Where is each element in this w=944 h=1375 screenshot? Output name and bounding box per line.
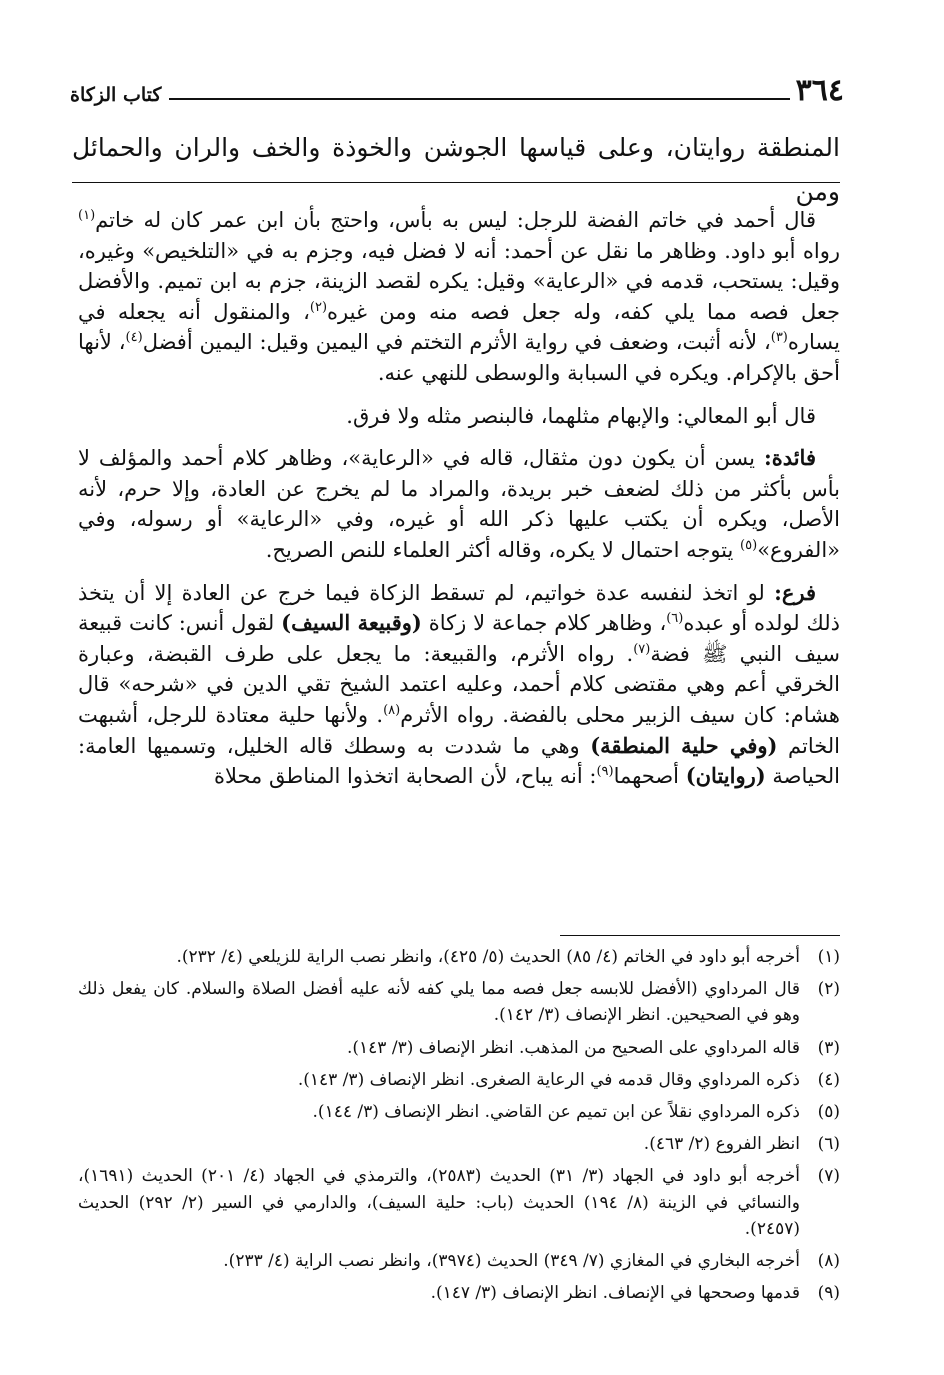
footnote-item	[78, 1099, 840, 1125]
text-run: ، لأنها أحق بالإكرام. ويكره في السبابة والوسطى للنهي عنه.	[78, 330, 840, 385]
text-run: . رواه الأثرم، والقبيعة: ما يجعل على طرف القبضة، وعبارة الخرقي أعم وهي مقتضى كلام أحمد، وعليه اعتمد الشيخ تقي الدين في «شرحه» قال هشام: كان سيف الزبير محلى بالفضة. رواه الأثرم	[78, 641, 841, 727]
footnote-ref[interactable]: (٣)	[770, 330, 788, 346]
footnote-item	[78, 1280, 840, 1306]
page-number: ٣٦٤	[795, 73, 844, 108]
text-run: . ولأنها حلية معتادة للرجل، أشبهت الخاتم	[78, 702, 841, 758]
commentary-body	[78, 205, 840, 804]
faida-label: فائدة:	[763, 445, 816, 471]
text-run: ، لأنه أثبت، وضعف في رواية الأثرم التختم في اليمين وقيل: اليمين أفضل	[142, 330, 771, 355]
text-run: ، وظاهر كلام جماعة لا زكاة	[421, 611, 667, 636]
text-run: رواه أبو داود. وظاهر ما نقل عن أحمد: أنه لا فضل فيه، وجزم به في «التلخيص» وغيره، وقيل: يستحب، قدمه في «الرعاية» وقيل: يكره لقصد الزينة، جزم به ابن تميم. والأفضل جعل فصه مما يلي كفه، وله جعل فصه منه ومن غيره	[78, 238, 840, 324]
footnote-item	[78, 1067, 840, 1093]
book-title: كتاب الزكاة	[70, 84, 162, 106]
bold-matn-quote: (وقبيعة السيف)	[281, 610, 422, 636]
text-run: قال أحمد في خاتم الفضة للرجل: ليس به بأس، واحتج بأن ابن عمر كان له خاتم	[95, 208, 816, 232]
footnote-number: (٥)	[817, 1102, 840, 1123]
paragraph-far	[78, 578, 840, 792]
paragraph-faida	[78, 443, 840, 565]
footnote-item	[78, 976, 840, 1028]
footnote-text: قدمها وصححها في الإنصاف. انظر الإنصاف (٣/ ١٤٧).	[430, 1283, 800, 1304]
text-run: : أنه يباح، لأن الصحابة اتخذوا المناطق محلاة	[213, 764, 597, 789]
footnote-ref[interactable]: (٨)	[383, 702, 401, 718]
bold-matn-quote: (وفي حلية المنطقة)	[590, 732, 778, 758]
footnote-text: ذكره المرداوي نقلاً عن ابن تميم عن القاضي. انظر الإنصاف (٣/ ١٤٤).	[312, 1102, 800, 1123]
footnote-ref[interactable]: (٢)	[309, 299, 328, 315]
paragraph-abu-maali: قال أبو المعالي: والإبهام مثلهما، فالبنصر مثله ولا فرق.	[346, 403, 816, 428]
text-run: لقول أنس: كانت قبيعة سيف النبي ﷺ فضة	[78, 611, 840, 666]
footnote-ref[interactable]: (٥)	[740, 537, 758, 553]
footnote-item	[78, 1035, 840, 1061]
footnote-number: (٧)	[817, 1166, 840, 1187]
footnotes-list	[78, 944, 840, 1312]
footnote-number: (٨)	[817, 1251, 840, 1272]
footnote-text: أخرجه البخاري في المغازي (٧/ ٣٤٩) الحديث (٣٩٧٤)، وانظر نصب الراية (٤/ ٢٣٣).	[223, 1251, 800, 1272]
text-run: وهي ما شددت به وسطك قاله الخليل، وتسميها العامة: الحياصة	[78, 733, 840, 789]
footnote-ref[interactable]: (٩)	[596, 764, 614, 780]
running-header	[70, 66, 844, 106]
footnote-number: (٦)	[817, 1134, 840, 1155]
footnote-text: قال المرداوي (الأفضل للابسه جعل فصه مما يلي كفه لأنه عليه أفضل الصلاة والسلام. كان يفعل ذلك وهو في الصحيحين. انظر الإنصاف (٣/ ١٤٢).	[78, 979, 800, 1026]
footnote-text: قاله المرداوي على الصحيح من المذهب. انظر الإنصاف (٣/ ١٤٣).	[346, 1037, 800, 1058]
footnote-ref[interactable]: (١)	[78, 208, 96, 223]
footnote-ref[interactable]: (٦)	[666, 611, 684, 627]
footnote-text: أخرجه أبو داود في الخاتم (٤/ ٨٥) الحديث (٥/ ٤٢٥)، وانظر نصب الراية للزيلعي (٤/ ٢٣٢).	[176, 947, 800, 967]
footnote-number: (٩)	[817, 1283, 840, 1304]
bold-matn-quote: (روايتان)	[685, 763, 766, 789]
footnote-number: (٢)	[817, 979, 840, 1000]
footnote-text: انظر الفروع (٢/ ٤٦٣).	[643, 1134, 800, 1155]
footnote-item	[78, 944, 840, 970]
footnote-item	[78, 1163, 840, 1242]
header-rule	[169, 98, 789, 100]
footnote-item	[78, 1248, 840, 1274]
text-run: ، والمنقول أنه يجعله في يساره	[78, 299, 840, 355]
text-run: يتوجه احتمال لا يكره، وقاله أكثر العلماء للنص الصريح.	[265, 537, 741, 562]
footnote-number: (١)	[817, 947, 840, 967]
matn-separator-rule	[72, 182, 840, 183]
footnote-text: ذكره المرداوي وقال قدمه في الرعاية الصغرى. انظر الإنصاف (٣/ ١٤٣).	[297, 1069, 800, 1090]
footnote-ref[interactable]: (٤)	[125, 330, 143, 346]
footnote-item	[78, 1131, 840, 1157]
footnote-text: أخرجه أبو داود في الجهاد (٣/ ٣١) الحديث (٢٥٨٣)، والترمذي في الجهاد (٤/ ٢٠١) الحديث (١٦٩١)، والنسائي في الزينة (٨/ ١٩٤) الحديث (باب: حلية السيف)، والدارمي في السير (٢/ ٢٩٢) الحديث (٢٤٥٧).	[78, 1166, 800, 1239]
text-run: يسن أن يكون دون مثقال، قاله في «الرعاية»، وظاهر كلام أحمد والمؤلف لا بأس بأكثر من ذلك لضعف خبر بريدة، والمراد ما لم يخرج عن العادة، وإلا حرم، لأنه الأصل، ويكره أن يكتب عليها ذكر الله أو غيره، وفي «الرعاية» أو رسوله، وفي «الفروع»	[78, 446, 840, 562]
paragraph-ring	[78, 205, 840, 389]
text-run: لو اتخذ لنفسه عدة خواتيم، لم تسقط الزكاة فيما خرج عن العادة إلا أن يتخذ ذلك لولده أو عبده	[78, 580, 841, 636]
far-label: فرع:	[774, 579, 816, 605]
footnote-number: (٣)	[817, 1037, 840, 1058]
matn-continuation: المنطقة روايتان، وعلى قياسها الجوشن والخوذة والخف والران والحمائل ومن	[72, 133, 840, 206]
footnote-ref[interactable]: (٧)	[633, 641, 651, 657]
footnote-number: (٤)	[817, 1069, 840, 1090]
text-run: أصحهما	[613, 764, 686, 789]
footnote-separator-rule	[560, 935, 840, 936]
